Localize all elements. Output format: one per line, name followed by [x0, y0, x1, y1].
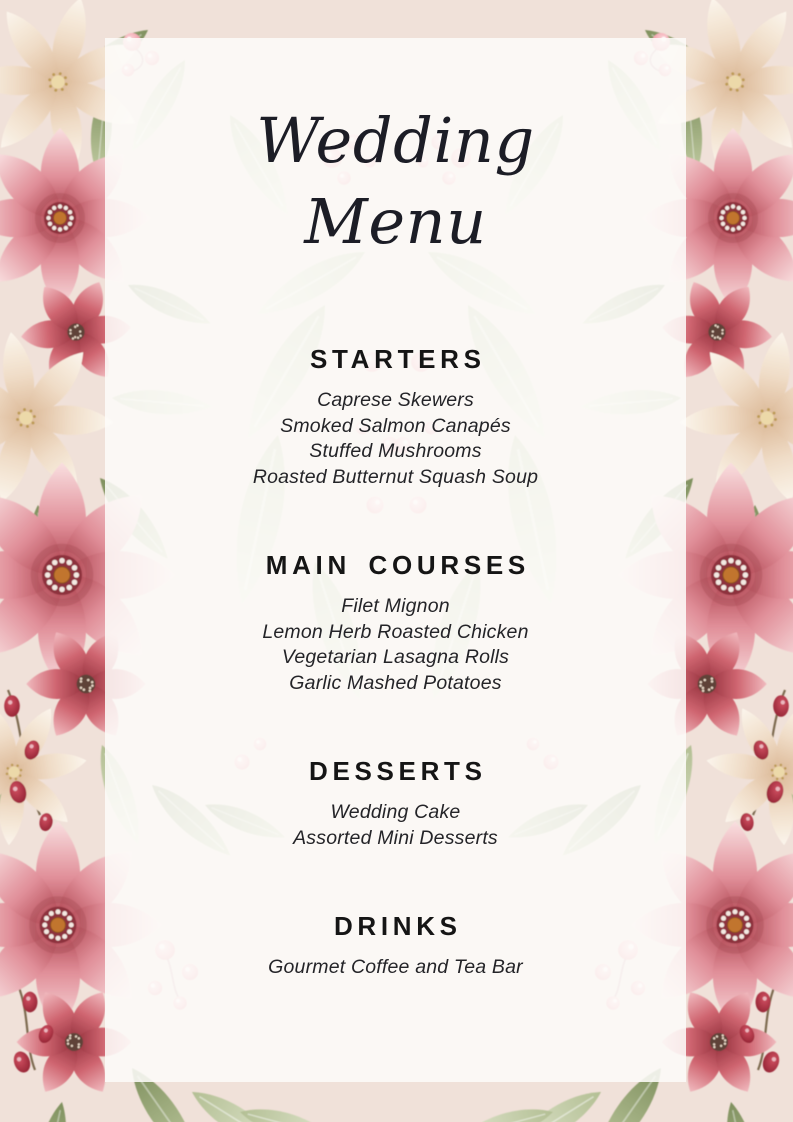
title-line-2: Menu [304, 185, 487, 258]
drinks-item-list [105, 955, 686, 981]
menu-item: Filet Mignon [341, 595, 450, 617]
menu-title [105, 38, 686, 262]
desserts-item-list [105, 800, 686, 851]
menu-item: Assorted Mini Desserts [293, 826, 498, 849]
section-heading-main-courses: MAIN COURSES [265, 550, 530, 580]
menu-panel [105, 38, 686, 1082]
menu-item: Stuffed Mushrooms [309, 440, 482, 462]
menu-item: Wedding Cake [330, 801, 461, 823]
menu-item: Roasted Butternut Squash Soup [252, 465, 539, 488]
main-courses-item-list [105, 594, 686, 696]
section-heading-desserts: DESSERTS [309, 756, 487, 786]
menu-section-starters [105, 344, 686, 490]
starters-item-list [105, 388, 686, 490]
section-heading-drinks: DRINKS [333, 911, 462, 941]
title-line-1: Wedding [256, 104, 535, 177]
menu-item: Vegetarian Lasagna Rolls [281, 646, 510, 668]
menu-item: Garlic Mashed Potatoes [289, 671, 502, 694]
menu-section-desserts [105, 756, 686, 851]
menu-item: Smoked Salmon Canapés [280, 414, 511, 437]
menu-section-drinks [105, 911, 686, 981]
menu-section-main-courses [105, 550, 686, 696]
menu-item: Lemon Herb Roasted Chicken [262, 620, 529, 643]
menu-item: Gourmet Coffee and Tea Bar [268, 956, 523, 978]
menu-item: Caprese Skewers [317, 389, 474, 411]
section-heading-starters: STARTERS [310, 344, 486, 374]
